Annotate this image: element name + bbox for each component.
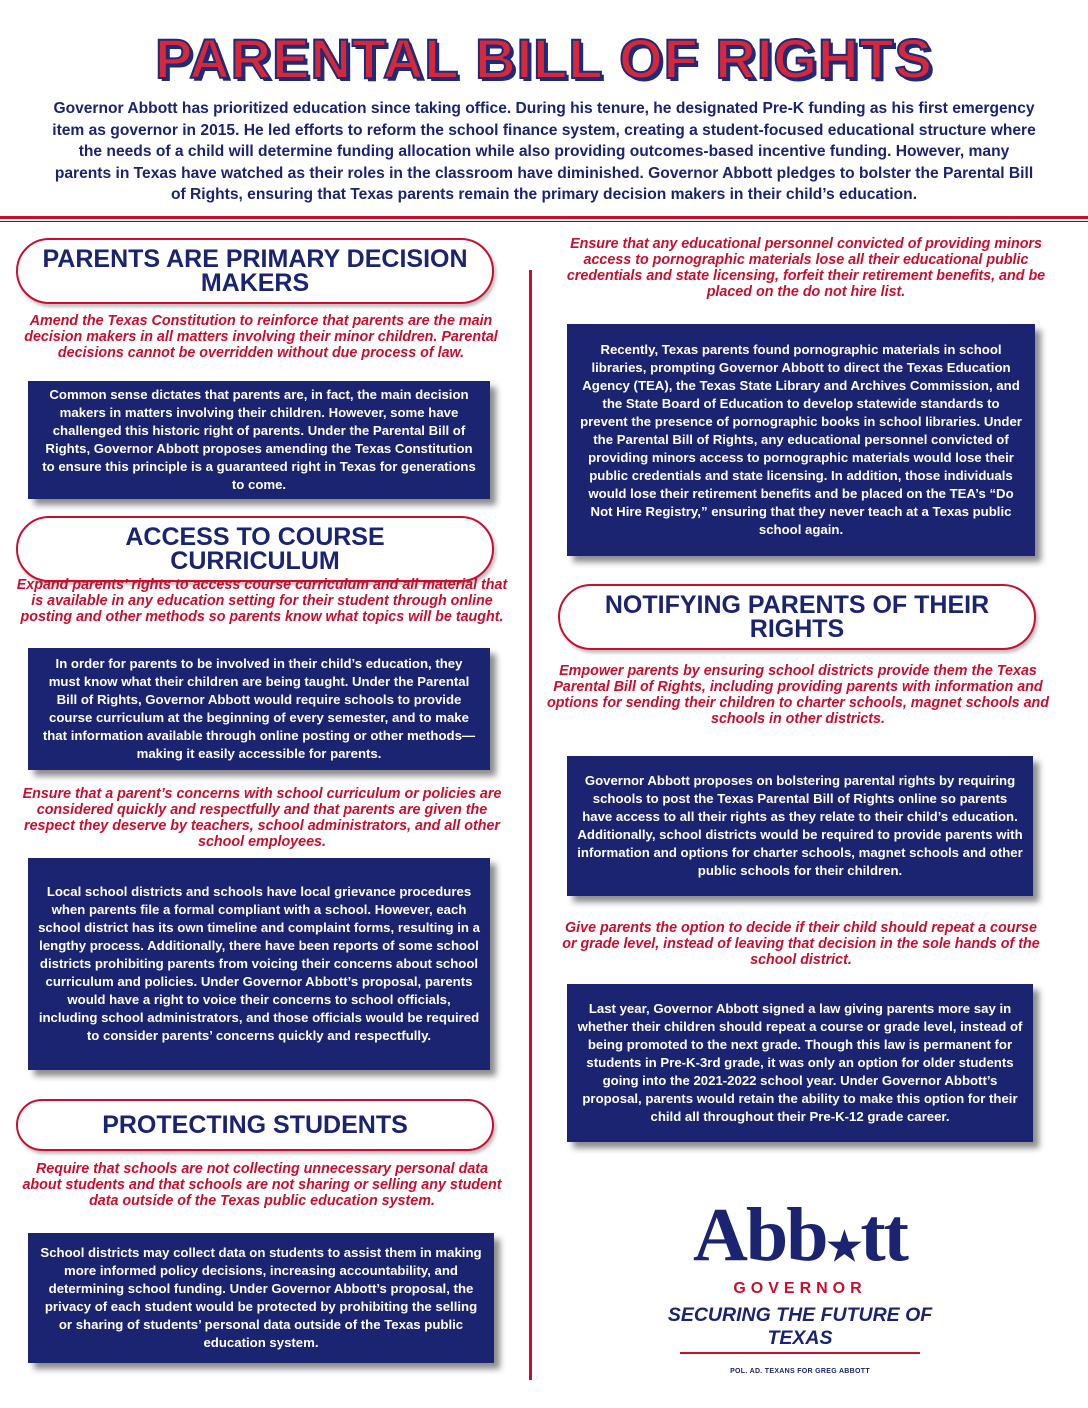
- proposal-parent-concerns: Ensure that a parent’s concerns with school curriculum or policies are considered quickly and respectfully and that parents are given the respect they deserve by teachers, school administrators, and all other school employees.: [22, 786, 502, 850]
- proposal-grade-repeat: Give parents the option to decide if their child should repeat a course or grade level, instead of leaving that decision in the sole hands of the school district.: [562, 920, 1040, 968]
- section-heading-primary-decision-makers: PARENTS ARE PRIMARY DECISION MAKERS: [16, 238, 494, 304]
- proposal-curriculum-access: Expand parents’ rights to access course curriculum and all material that is available in any education setting for their student through online posting and other methods so parents know what topics will be taught.: [16, 577, 508, 625]
- proposal-educator-misconduct: Ensure that any educational personnel convicted of providing minors access to pornographic materials lose all their educational public credentials and state licensing, forfeit their retirement benefits, and be placed on the do not hire list.: [566, 236, 1046, 300]
- body-grade-repeat: Last year, Governor Abbott signed a law giving parents more say in whether their children should repeat a course or grade level, instead of being promoted to the next grade. Though this law is permanent for students in Pre-K-3rd grade, it was only an option for older students going into the 2021-2022 school year. Under Governor Abbott’s proposal, parents would retain the ability to make this option for their child all throughout their Pre-K-12 grade career.: [567, 984, 1033, 1142]
- logo-underline: [680, 1352, 920, 1354]
- abbott-logo: [640, 1193, 960, 1375]
- column-divider: [529, 270, 532, 1380]
- intro-paragraph: Governor Abbott has prioritized education since taking office. During his tenure, he designated Pre-K funding as his first emergency item as governor in 2015. He led efforts to reform the school finance system, creating a student-focused educational structure where the needs of a child will determine funding allocation while also providing outcomes-based incentive funding. However, many parents in Texas have watched as their roles in the classroom have diminished. Governor Abbott pledges to bolster the Parental Bill of Rights, ensuring that Texas parents remain the primary decision makers in their child’s education.: [52, 100, 1036, 203]
- body-course-curriculum: In order for parents to be involved in their child’s education, they must know what their children are being taught. Under the Parental Bill of Rights, Governor Abbott would require schools to provide course curriculum at the beginning of every semester, and to make that information available through online posting or other methods—making it easily accessible for parents.: [28, 648, 490, 770]
- logo-name-left: Abb: [693, 1193, 827, 1277]
- body-pornographic-materials: Recently, Texas parents found pornographic materials in school libraries, prompting Governor Abbott to direct the Texas Education Agency (TEA), the Texas State Library and Archives Commission, and the State Board of Education to develop statewide standards to prevent the presence of pornographic books in school libraries. Under the Parental Bill of Rights, any educational personnel convicted of providing minors access to pornographic materials would lose their public credentials and state licensing. In addition, those individuals would lose their retirement benefits and be placed on the TEA’s “Do Not Hire Registry,” ensuring that they never teach at a Texas public school again.: [567, 324, 1035, 556]
- section-heading-notifying-parents: NOTIFYING PARENTS OF THEIR RIGHTS: [558, 584, 1036, 650]
- logo-wordmark: [640, 1193, 960, 1282]
- page-title: PARENTAL BILL OF RIGHTS: [155, 27, 933, 90]
- star-icon: ★: [826, 1224, 861, 1269]
- logo-name-right: tt: [860, 1193, 907, 1277]
- proposal-notify-parents: Empower parents by ensuring school districts provide them the Texas Parental Bill of Rights, including providing parents with information and options for sending their children to charter schools, magnet schools and schools in other districts.: [546, 663, 1050, 727]
- logo-tagline: SECURING THE FUTURE OF TEXAS: [667, 1304, 933, 1349]
- logo-office: GOVERNOR: [733, 1280, 867, 1297]
- header-divider-thin: [0, 221, 1088, 222]
- body-grievance-procedures: Local school districts and schools have local grievance procedures when parents file a formal compliant with a school. However, each school district has its own timeline and complaint forms, resulting in a lengthy process. Additionally, there have been reports of some school districts prohibiting parents from voicing their concerns about school curriculum and policies. Under Governor Abbott’s proposal, parents would have a right to voice their concerns to school officials, including school administrators, and those officials would be required to consider parents’ concerns quickly and respectfully.: [28, 858, 490, 1070]
- proposal-student-data: Require that schools are not collecting unnecessary personal data about students and that schools are not sharing or selling any student data outside of the Texas public education system.: [22, 1161, 502, 1209]
- section-heading-course-curriculum: ACCESS TO COURSE CURRICULUM: [16, 516, 494, 582]
- body-protecting-students: School districts may collect data on students to assist them in making more informed policy decisions, increasing accountability, and determining school funding. Under Governor Abbott’s proposal, the privacy of each student would be protected by prohibiting the selling or sharing of students’ personal data outside of the Texas public education system.: [28, 1233, 494, 1363]
- body-notifying-parents: Governor Abbott proposes on bolstering parental rights by requiring schools to post the Texas Parental Bill of Rights online so parents have access to all their rights as they relate to their child’s education. Additionally, school districts would be required to provide parents with information and options for charter schools, magnet schools and other public schools for their children.: [567, 756, 1033, 896]
- section-heading-protecting-students: PROTECTING STUDENTS: [16, 1099, 494, 1151]
- body-primary-decision-makers: Common sense dictates that parents are, in fact, the main decision makers in matters involving their children. However, some have challenged this historic right of parents. Under the Parental Bill of Rights, Governor Abbott proposes amending the Texas Constitution to ensure this principle is a guaranteed right in Texas for generations to come.: [28, 381, 490, 499]
- political-ad-disclaimer: POL. AD. TEXANS FOR GREG ABBOTT: [730, 1368, 870, 1375]
- header-divider: [0, 216, 1088, 219]
- proposal-constitution: Amend the Texas Constitution to reinforce that parents are the main decision makers in all matters involving their minor children. Parental decisions cannot be overridden without due process of law.: [24, 313, 498, 361]
